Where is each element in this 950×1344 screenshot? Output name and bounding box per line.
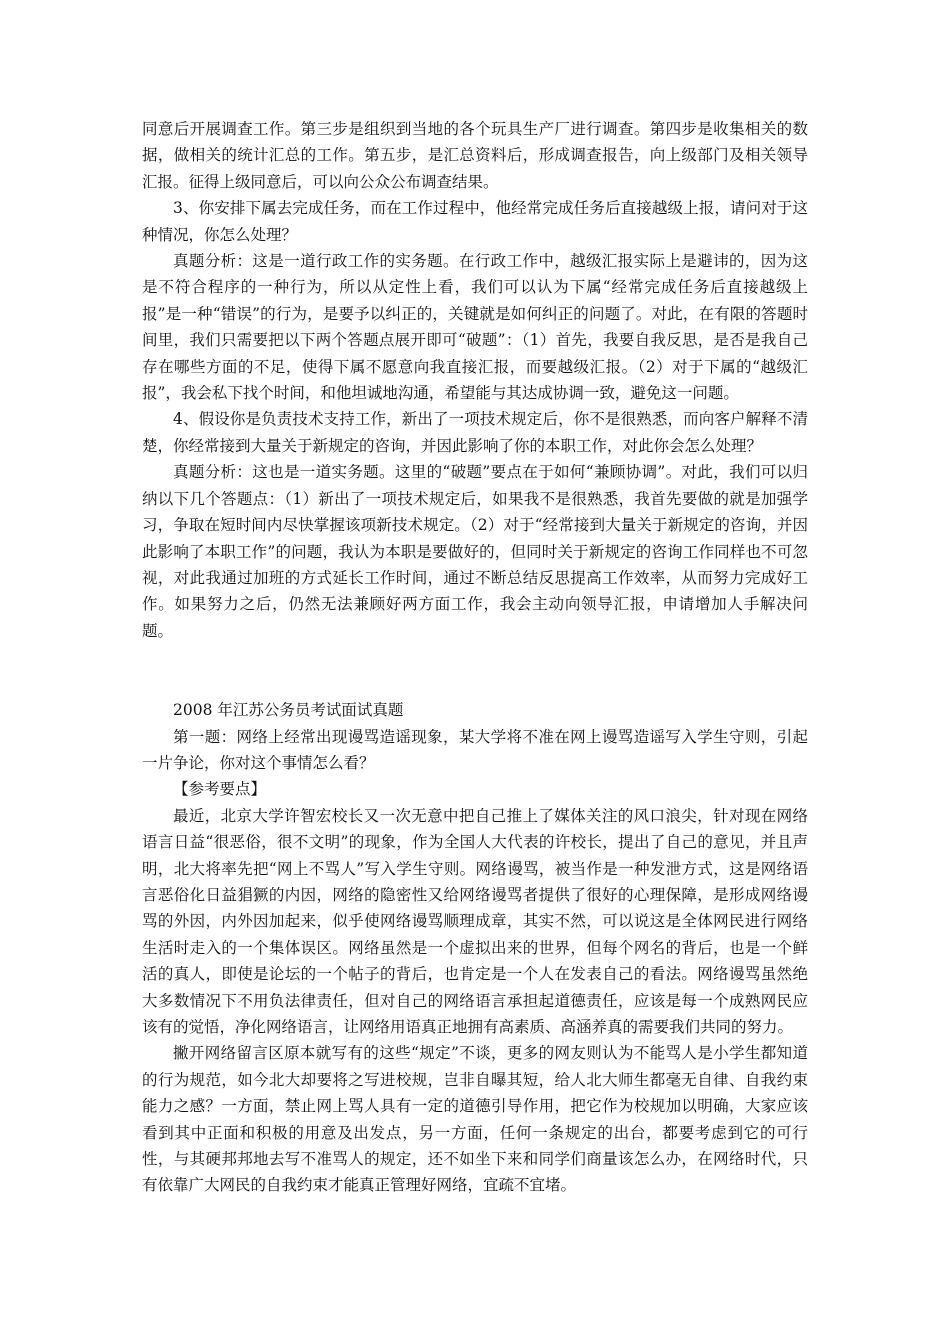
question-4: 4、假设你是负责技术支持工作，新出了一项技术规定后，你不是很熟悉，而向客户解释不清楚，你经常接到大量关于新规定的咨询，并因此影响了你的本职工作，对此你会怎么处理？	[142, 410, 808, 455]
analysis-4: 真题分析：这也是一道实务题。这里的“破题”要点在于如何“兼顾协调”。对此，我们可以归纳以下几个答题点：（1）新出了一项技术规定后，如果我不是很熟悉，我首先要做的就是加强学习，争取在短时间内尽快掌握该项新技术规定。（2）对于“经常接到大量关于新规定的咨询，并因此影响了本职工作”的问题，我认为本职是要做好的，但同时关于新规定的咨询工作同样也不可忽视，对此我通过加班的方式延长工作时间，通过不断总结反思提高工作效率，从而努力完成好工作。如果努力之后，仍然无法兼顾好两方面工作，我会主动向领导汇报，申请增加人手解决问题。	[142, 463, 808, 640]
section-heading: 2008 年江苏公务员考试面试真题	[173, 701, 404, 720]
document-page	[142, 116, 808, 1199]
reference-paragraph-1: 最近，北京大学许智宏校长又一次无意中把自己推上了媒体关注的风口浪尖，针对现在网络语言日益“很恶俗，很不文明”的现象，作为全国人大代表的许校长，提出了自己的意见，并且声明，北大将率先把“网上不骂人”写入学生守则。网络谩骂，被当作是一种发泄方式，这是网络语言恶俗化日益猖獗的内因，网络的隐密性又给网络谩骂者提供了很好的心理保障，是形成网络谩骂的外因，内外因加起来，似乎使网络谩骂顺理成章，其实不然，可以说这是全体网民进行网络生活时走入的一个集体误区。网络虽然是一个虚拟出来的世界，但每个网名的背后，也是一个鲜活的真人，即使是论坛的一个帖子的背后，也肯定是一个人在发表自己的看法。网络谩骂虽然绝大多数情况下不用负法律责任，但对自己的网络语言承担起道德责任，应该是每一个成熟网民应该有的觉悟，净化网络语言，让网络用语真正地拥有高素质、高涵养真的需要我们共同的努力。	[142, 806, 808, 1036]
analysis-3: 真题分析：这是一道行政工作的实务题。在行政工作中，越级汇报实际上是避讳的，因为这是不符合程序的一种行为，所以从定性上看，我们可以认为下属“经常完成任务后直接越级上报”是一种“错误”的行为，是要予以纠正的，关键就是如何纠正的问题了。对此，在有限的答题时间里，我们只需要把以下两个答题点展开即可“破题”：（1）首先，我要自我反思，是否是我自己存在哪些方面的不足，使得下属不愿意向我直接汇报，而要越级汇报。（2）对于下属的“越级汇报”，我会私下找个时间，和他坦诚地沟通，希望能与其达成协调一致，避免这一问题。	[142, 252, 808, 403]
reference-paragraph-2: 撇开网络留言区原本就写有的这些“规定”不谈，更多的网友则认为不能骂人是小学生都知道的行为规范，如今北大却要将之写进校规，岂非自曝其短，给人北大师生都毫无自律、自我约束能力之感？一方面，禁止网上骂人具有一定的道德引导作用，把它作为校规加以明确，大家应该看到其中正面和积极的用意及出发点，另一方面，任何一条规定的出台，都要考虑到它的可行性，与其硬邦邦地去写不准骂人的规定，还不如坐下来和同学们商量该怎么办，在网络时代，只有依靠广大网民的自我约束才能真正管理好网络，宜疏不宜堵。	[142, 1044, 808, 1195]
paragraph-continuation: 同意后开展调查工作。第三步是组织到当地的各个玩具生产厂进行调查。第四步是收集相关的数据，做相关的统计汇总的工作。第五步，是汇总资料后，形成调查报告，向上级部门及相关领导汇报。征得上级同意后，可以向公众公布调查结果。	[142, 120, 808, 191]
question-3: 3、你安排下属去完成任务，而在工作过程中，他经常完成任务后直接越级上报，请问对于这种情况，你怎么处理？	[142, 199, 808, 244]
question-1: 第一题：网络上经常出现谩骂造谣现象，某大学将不准在网上谩骂造谣写入学生守则，引起一片争论，你对这个事情怎么看？	[142, 727, 808, 772]
section-gap	[142, 644, 808, 697]
reference-label: 【参考要点】	[173, 780, 267, 799]
